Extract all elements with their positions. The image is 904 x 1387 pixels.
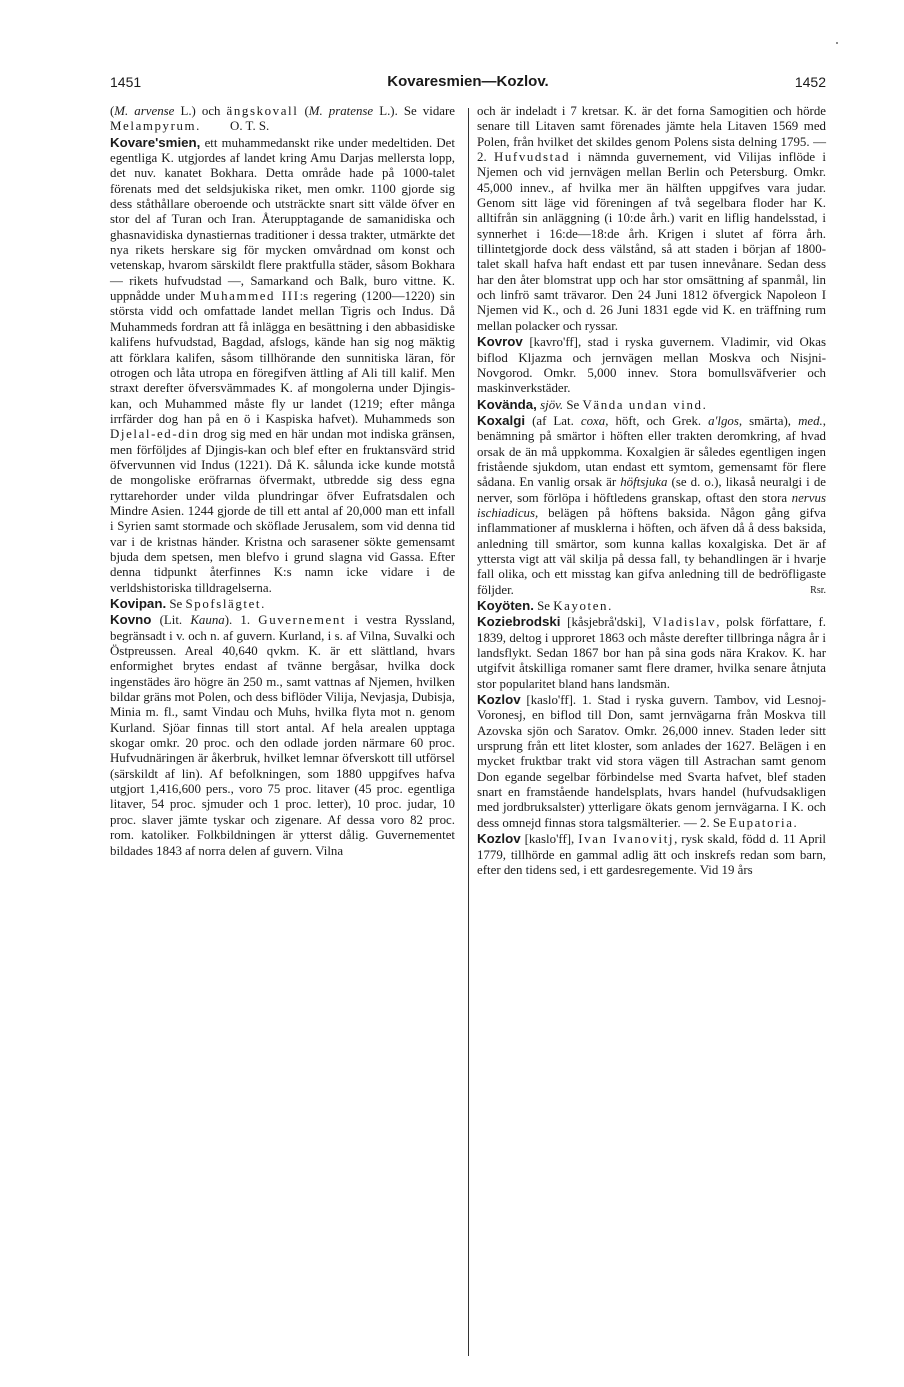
page-number-left: 1451 [110,74,142,90]
entry-koyoten: Koyöten. Se Kayoten. [477,598,613,613]
entry-kovipan: Kovipan. Se Spofslägtet. [110,596,266,611]
left-column [110,104,455,859]
entry-paragraph: (M. arvense L.) och ängskovall (M. pratense L.). Se vidare Melampyrum. O. T. S. [110,104,456,134]
entry-koziebrodski: Koziebrodski [kåsjebrå'dski], Vladislav, polsk författare, f. 1839, deltog i upproret 1863 och måste derefter tillbringa några år i landsflykt. Sedan 1867 bor han på sina gods nära Krakov. K. har utgifvit åtskilliga romaner samt flere dramer, hvilka senare åtnjuta stor popularitet bland hans landsmän. [477,614,826,691]
page-number-right: 1452 [794,74,826,90]
entry-koxalgi: Koxalgi (af Lat. coxa, höft, och Grek. a'lgos, smärta), med., benämning på smärtor i höften eller trakten deromkring, af hvad orsak de än må uppkomma. Koxalgien är således egentligen ingen fristående sjukdom, utan endast ett symtom, gemensamt för flere sådana. En vanlig orsak är höftsjuka (se d. o.), likaså neuralgi i de nerver, som förlöpa i höftledens granskap, oftast den stora nervus ischiadicus, belägen på höftens baksida. Någon gång gifva inflammationer af musklerna i höften, och äfven då å dess baksida, anledning till smärtor, som kunna kallas koxalgiska. Det är af yttersta vigt att väl skilja på dessa fall, ty behandlingen är i hvarje fall olika, och ett misstag kan gifva anledning till de bedröfligaste följder. Rsr. [477,412,826,597]
entry-kovanda: Kovända, sjöv. Se Vända undan vind. [477,396,708,412]
right-column [477,104,826,878]
running-title: Kovaresmien—Kozlov. [387,73,549,90]
entry-kovaresmien: Kovare'smien, ett muhammedanskt rike under medeltiden. Det egentliga K. utgjordes af landet kring Amu Darjas mellersta lopp, det nuv. kanatet Bokhara. Detta område hade på 1000-talet förenats med det seldsjukiska riket, men omkr. 1100 gjorde sig dess ståthållare oberoende och utsträckte snart sitt välde öfver en stor del af Turan och Iran. Återupptagande de samanidiska och ghasnavidiska dynastiernas traditioner i dessa trakter, utmärkte det nya rikets herskare sig för mycken omvårdnad om konst och vetenskap, hvarom särskildt flere praktfulla städer, såsom Bokhara — rikets hufvudstad —, Samarkand och Balk, buro vittne. K. uppnådde under Muhammed III:s regering (1200—1220) sin största vidd och omfattade landet mellan Tigris och Indus. Då Muhammeds fordran att få inlägga en besättning i den abbasidiske kalifens hufvudstad, Bagdad, afslogs, kände han sig nog mäktig att förklara kalifen, såsom tillhörande den sunnitiska läran, för otrogen och låta utropa en föregifven ättling af Ali till kalif. Men straxt derefter öfversvämmades K. af mongolerna under Djingis-kan, och Muhammed måste fly ur landet (1219; efter många irrfärder dog han på en ö i Kaspiska hafvet). Muhammeds son Djelal-ed-din drog sig med en här undan mot indiska gränsen, men förföljdes af Djingis-kan och blef efter en fruktansvärd strid öfvervunnen vid Indus (1221). Då K. sålunda icke kunde motstå de mongoliske eröfrarnas öfvermakt, utbredde sig dess egna ryttarehorder under vilda plundringar öfver Eufratsdalen och Mindre Asien. 1244 gjorde de till ett antal af 20,000 man ett infall i Syrien samt stormade och sköflade Jerusalem, som vid denna tid var i de kristnas händer. Kristna och sarasener sökte gemensamt bjuda dem spetsen, men blefvo i grund slagna vid Gassa. Efter denna tidpunkt återfinnes K:s namn icke vidare i de verldshistoriska tilldragelserna. [110,134,455,595]
page-speck [836,42,838,44]
entry-kozlov-city: Kozlov [kaslo'ff]. 1. Stad i ryska guvern. Tambov, vid Lesnoj-Voronesj, en biflod till Don, samt jernvägarna från Moskva till Azovska sjön och Saratov. Omkr. 26,000 innev. Staden leder sitt ursprung från ett litet kloster, som anlades der 1627. Belägen i en mycket fruktbar trakt vid stora vägen till Astrachan samt genom Don egande segelbar förbindelse med Svarta hafvet, blef staden snart en framstående handelsplats, hvars handel (hufvudsakligen med jordbruksalster) ytterligare ökats genom jernvägarna. I K. och dess omnejd finnas stora talgsmälterier. — 2. Se Eupatoria. [477,692,826,830]
entry-paragraph: och är indeladt i 7 kretsar. K. är det forna Samogitien och hörde senare till Litaven samt förenades jämte hela Litaven 1569 med Polen, från hvilket det skildes genom Polens sista delning 1795. — 2. Hufvudstad i nämnda guvernement, vid Vilijas inflöde i Njemen och vid jernvägen mellan Berlin och Petersburg. Omkr. 45,000 innev., af hvilka mer än hälften uppgifves vara judar. Genom sitt läge vid föreningen af två segelbara floder har K. alltifrån sin anläggning (i 10:de årh.) varit en liflig handelsstad, i synnerhet i 16:de—18:de årh. Krigen i slutet af förra årh. tillintetgjorde dock dess välstånd, så att staden i början af 1800-talet skall hafva haft endast ett par tusen innevånare. Sedan dess har den åter blomstrat upp och har stor omsättning af spanmål, lin och linfrö samt trävaror. Den 24 Juni 1812 öfvergick Napoleon I Njemen vid K., och d. 26 Juni 1831 egde vid K. en träffning rum mellan polacker och ryssar. [477,104,826,333]
column-divider [468,108,469,1356]
page-header [110,70,826,94]
entry-kovno: Kovno (Lit. Kauna). 1. Guvernement i vestra Ryssland, begränsadt i v. och n. af guvern. Kurland, i s. af Vilna, Suvalki och Östpreussen. Areal 40,640 qvkm. K. är ett slättland, hvars enformighet brytes endast af tvänne bergåsar, hvilka dock ingenstädes äro högre än 250 m., samt vattnas af Njemen, hvilken bildar gräns mot Polen, och dess biflöder Vilija, Nevjasja, Dubisja, Minia m. fl., samt Vindau och Muhs, hvilka flyta mot n. genom Kurland. Sjöar finnas till stort antal. Af hela arealen upptaga skogar omkr. 20 proc. och den odlade jorden närmare 60 proc. Hufvudnäringen är åkerbruk, hvilket lemnar öfverskott till utförsel (särskildt af lin). Af befolkningen, som 1880 uppgifves hafva utgjort 1,416,600 pers., voro 75 proc. litaver (45 proc. egentliga litaver, 54 proc. sjmuder och 1 proc. letter), 10 proc. judar, 10 proc. slaver jämte tyskar och zigenare. Af dessa voro 82 proc. rom. katoliker. Folkbildningen är ytterst dålig. Guvernementet bildades 1843 af norra delen af guvern. Vilna [110,612,455,858]
entry-kozlov-poet: Kozlov [kaslo'ff], Ivan Ivanovitj, rysk skald, född d. 11 April 1779, tillhörde en gammal adlig ätt och inskrefs redan som barn, efter den tidens sed, i ett gardesregemente. Vid 19 års [477,831,826,877]
entry-kovrov: Kovrov [kavro'ff], stad i ryska guvernem. Vladimir, vid Okas biflod Kljazma och jernvägen mellan Moskva och Nisjni-Novgorod. Omkr. 5,000 innev. Stora bomullsväfverier och maskinverkstäder. [477,334,826,396]
